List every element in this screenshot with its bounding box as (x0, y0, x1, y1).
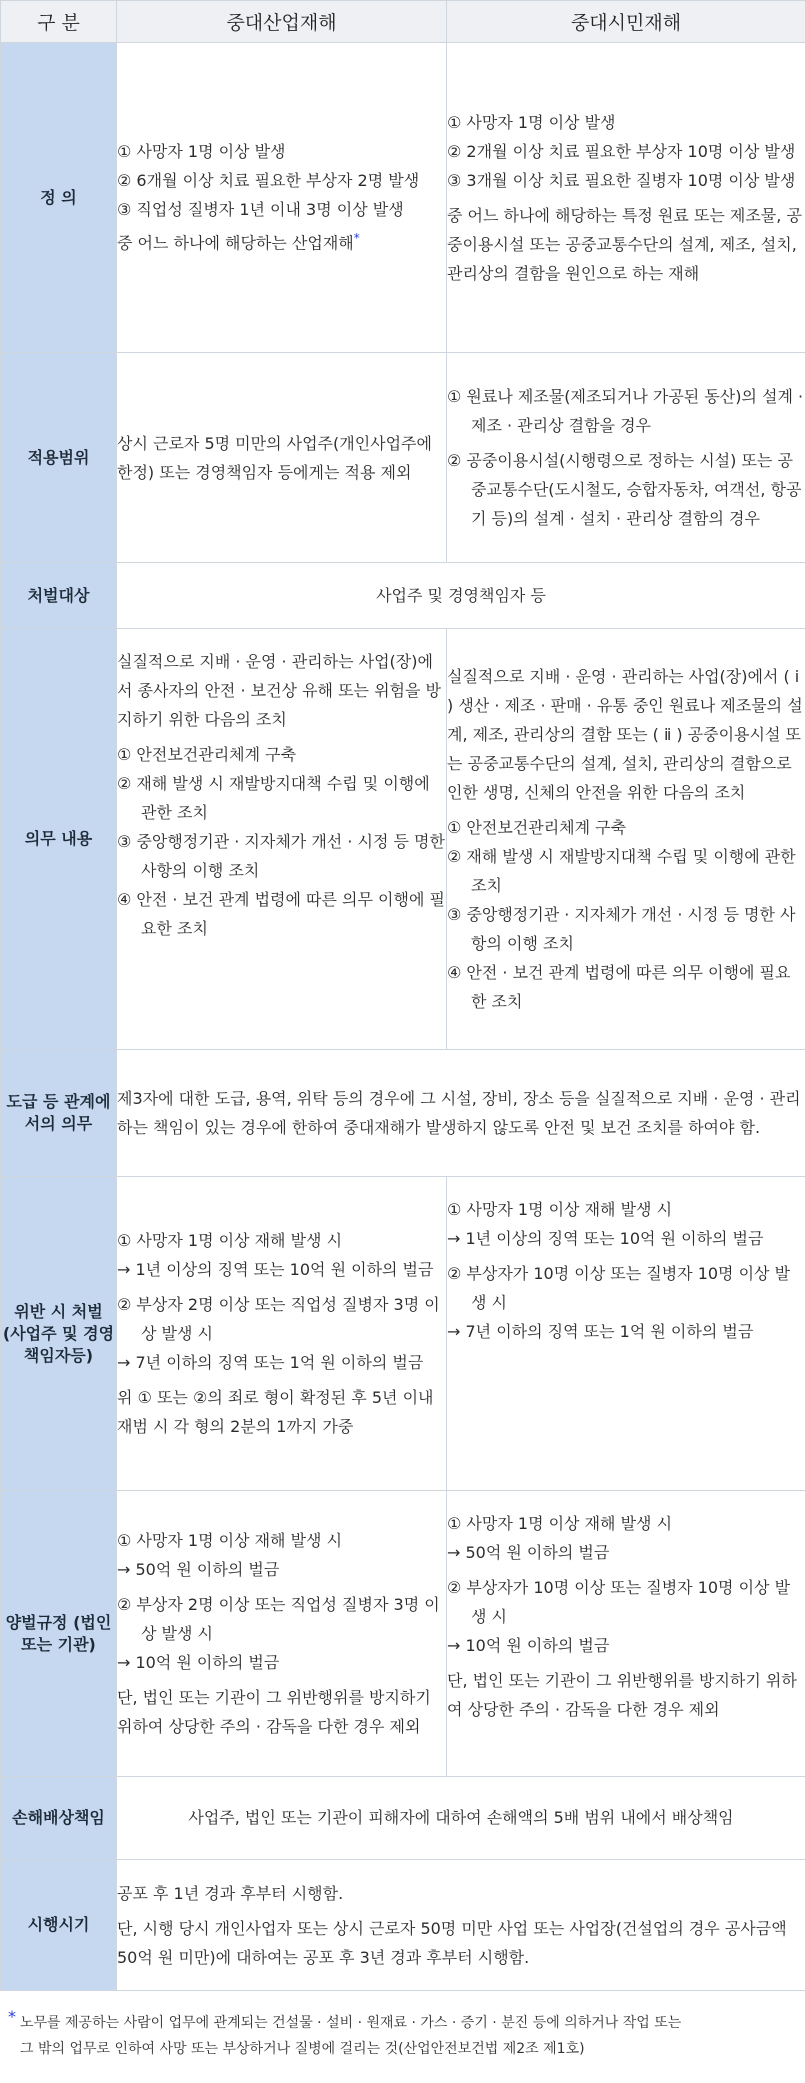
target-text: 사업주 및 경영책임자 등 (117, 563, 805, 629)
list-item: ① 사망자 1명 이상 재해 발생 시 (447, 1514, 673, 1533)
list-item: ① 사망자 1명 이상 발생 (447, 112, 616, 132)
list-item: ② 부상자가 10명 이상 또는 질병자 10명 이상 발생 시 (447, 1264, 791, 1312)
dual-civil-note: 단, 법인 또는 기관이 그 위반행위를 방지하기 위하여 상당한 주의 · 감독을 다한 경우 제외 (447, 1671, 797, 1719)
row-scope (1, 353, 805, 563)
list-item: ① 안전보건관리체계 구축 (447, 818, 627, 837)
list-item: ① 사망자 1명 이상 재해 발생 시 (447, 1200, 673, 1219)
penalty-industrial (117, 1177, 447, 1491)
row-contract (1, 1050, 805, 1177)
list-item: ③ 중앙행정기관 · 지자체가 개선 · 시정 등 명한 사항의 이행 조치 (117, 832, 445, 880)
definition-civil-tail: 중 어느 하나에 해당하는 특정 원료 또는 제조물, 공중이용시설 또는 공중교통수단의 설계, 제조, 설치, 관리상의 결함을 원인으로 하는 재해 (447, 205, 802, 283)
row-label-duty: 의무 내용 (1, 629, 117, 1050)
list-item: → 1년 이상의 징역 또는 10억 원 이하의 벌금 (447, 1229, 764, 1248)
list-item: ② 재해 발생 시 재발방지대책 수립 및 이행에 관한 조치 (447, 847, 796, 895)
footnote-line-1: 노무를 제공하는 사람이 업무에 관계되는 건설물 · 설비 · 원재료 · 가스 · 증기 · 분진 등에 의하거나 작업 또는 (20, 2015, 682, 2031)
footnote (0, 2007, 805, 2062)
list-item: ① 원료나 제조물(제조되거나 가공된 동산)의 설계 · 제조 · 관리상 결함을 경우 (447, 387, 804, 435)
list-item: ② 공중이용시설(시행령으로 정하는 시설) 또는 공중교통수단(도시철도, 승합자동차, 여객선, 항공기 등)의 설계 · 설치 · 관리상 결함의 경우 (447, 451, 802, 528)
effective-line-2: 단, 시행 당시 개인사업자 또는 상시 근로자 50명 미만 사업 또는 사업장(건설업의 경우 공사금액 50억 원 미만)에 대하여는 공포 후 3년 경과 후부터 시행함. (117, 1918, 787, 1967)
list-item: ③ 3개월 이상 치료 필요한 질병자 10명 이상 발생 (447, 170, 796, 190)
row-label-dual-liability: 양벌규정 (법인 또는 기관) (1, 1491, 117, 1777)
effective-line-1: 공포 후 1년 경과 후부터 시행함. (117, 1883, 344, 1903)
list-item: ③ 중앙행정기관 · 지자체가 개선 · 시정 등 명한 사항의 이행 조치 (447, 905, 796, 953)
footnote-marker: * (8, 2007, 16, 2026)
duty-civil-intro: 실질적으로 지배 · 운영 · 관리하는 사업(장)에서 ( ⅰ ) 생산 · 제조 · 판매 · 유통 중인 원료나 제조물의 설계, 제조, 관리상의 결함 또는 ( ⅱ ) 공중이용시설 또는 공중교통수단의 설계, 설치, 관리상의 결함으로 인한 생명, 신체의 안전을 위한 다음의 조치 (447, 667, 803, 802)
dual-industrial (117, 1491, 447, 1777)
row-label-effective: 시행시기 (1, 1860, 117, 1991)
list-item: ② 재해 발생 시 재발방지대책 수립 및 이행에 관한 조치 (117, 774, 430, 822)
list-item: ② 부상자 2명 이상 또는 직업성 질병자 3명 이상 발생 시 (117, 1295, 440, 1343)
penalty-civil (447, 1177, 805, 1491)
footnote-marker: * (353, 231, 360, 246)
row-duty (1, 629, 805, 1050)
row-effective (1, 1860, 805, 1991)
definition-industrial-tail (117, 224, 446, 257)
effective-text (117, 1860, 805, 1991)
scope-civil (447, 353, 805, 563)
list-item: ④ 안전 · 보건 관계 법령에 따른 의무 이행에 필요한 조치 (117, 890, 445, 938)
list-item: → 50억 원 이하의 벌금 (447, 1543, 610, 1562)
duty-civil (447, 629, 805, 1050)
row-label-definition: 정 의 (1, 43, 117, 353)
list-item: → 10억 원 이하의 벌금 (117, 1653, 280, 1672)
contract-text: 제3자에 대한 도급, 용역, 위탁 등의 경우에 그 시설, 장비, 장소 등을 실질적으로 지배 · 운영 · 관리하는 책임이 있는 경우에 한하여 중대재해가 발생하지 않도록 안전 및 보건 조치를 하여야 함. (117, 1050, 805, 1177)
header-row (1, 1, 805, 43)
list-item: → 7년 이하의 징역 또는 1억 원 이하의 벌금 (447, 1322, 754, 1341)
dual-civil (447, 1491, 805, 1777)
scope-industrial: 상시 근로자 5명 미만의 사업주(개인사업주에 한정) 또는 경영책임자 등에게는 적용 제외 (117, 353, 447, 563)
list-item: ② 2개월 이상 치료 필요한 부상자 10명 이상 발생 (447, 141, 796, 161)
duty-industrial-intro: 실질적으로 지배 · 운영 · 관리하는 사업(장)에서 종사자의 안전 · 보건상 유해 또는 위험을 방지하기 위한 다음의 조치 (117, 652, 441, 729)
list-item: ① 사망자 1명 이상 재해 발생 시 (117, 1531, 343, 1550)
list-item: → 50억 원 이하의 벌금 (117, 1560, 280, 1579)
list-item: ② 6개월 이상 치료 필요한 부상자 2명 발생 (117, 171, 420, 191)
list-item: ① 사망자 1명 이상 발생 (117, 142, 286, 162)
row-label-penalty: 위반 시 처벌 (사업주 및 경영책임자등) (1, 1177, 117, 1491)
penalty-industrial-note: 위 ① 또는 ②의 죄로 형이 확정된 후 5년 이내 재범 시 각 형의 2분의 1까지 가중 (117, 1388, 434, 1436)
list-item: → 1년 이상의 징역 또는 10억 원 이하의 벌금 (117, 1260, 434, 1279)
footnote-line-2: 그 밖의 업무로 인하여 사망 또는 부상하거나 질병에 걸리는 것(산업안전보건법 제2조 제1호) (20, 2041, 585, 2057)
header-civil-accident: 중대시민재해 (447, 1, 805, 43)
row-dual-liability (1, 1491, 805, 1777)
row-damages (1, 1777, 805, 1860)
row-penalty (1, 1177, 805, 1491)
tail-text: 중 어느 하나에 해당하는 산업재해 (117, 233, 354, 253)
row-label-contract: 도급 등 관계에서의 의무 (1, 1050, 117, 1177)
definition-civil (447, 43, 805, 353)
list-item: → 7년 이하의 징역 또는 1억 원 이하의 벌금 (117, 1353, 424, 1372)
dual-industrial-note: 단, 법인 또는 기관이 그 위반행위를 방지하기 위하여 상당한 주의 · 감독을 다한 경우 제외 (117, 1688, 431, 1736)
definition-industrial (117, 43, 447, 353)
list-item: ① 안전보건관리체계 구축 (117, 745, 297, 764)
row-label-scope: 적용범위 (1, 353, 117, 563)
row-label-target: 처벌대상 (1, 563, 117, 629)
row-definition (1, 43, 805, 353)
duty-industrial (117, 629, 447, 1050)
list-item: ④ 안전 · 보건 관계 법령에 따른 의무 이행에 필요한 조치 (447, 963, 791, 1011)
header-category: 구 분 (1, 1, 117, 43)
list-item: → 10억 원 이하의 벌금 (447, 1636, 610, 1655)
list-item: ② 부상자 2명 이상 또는 직업성 질병자 3명 이상 발생 시 (117, 1595, 440, 1643)
damages-text: 사업주, 법인 또는 기관이 피해자에 대하여 손해액의 5배 범위 내에서 배상책임 (117, 1777, 805, 1860)
header-industrial-accident: 중대산업재해 (117, 1, 447, 43)
list-item: ③ 직업성 질병자 1년 이내 3명 이상 발생 (117, 200, 404, 220)
row-label-damages: 손해배상책임 (1, 1777, 117, 1860)
list-item: ① 사망자 1명 이상 재해 발생 시 (117, 1231, 343, 1250)
list-item: ② 부상자가 10명 이상 또는 질병자 10명 이상 발생 시 (447, 1578, 791, 1626)
row-target (1, 563, 805, 629)
